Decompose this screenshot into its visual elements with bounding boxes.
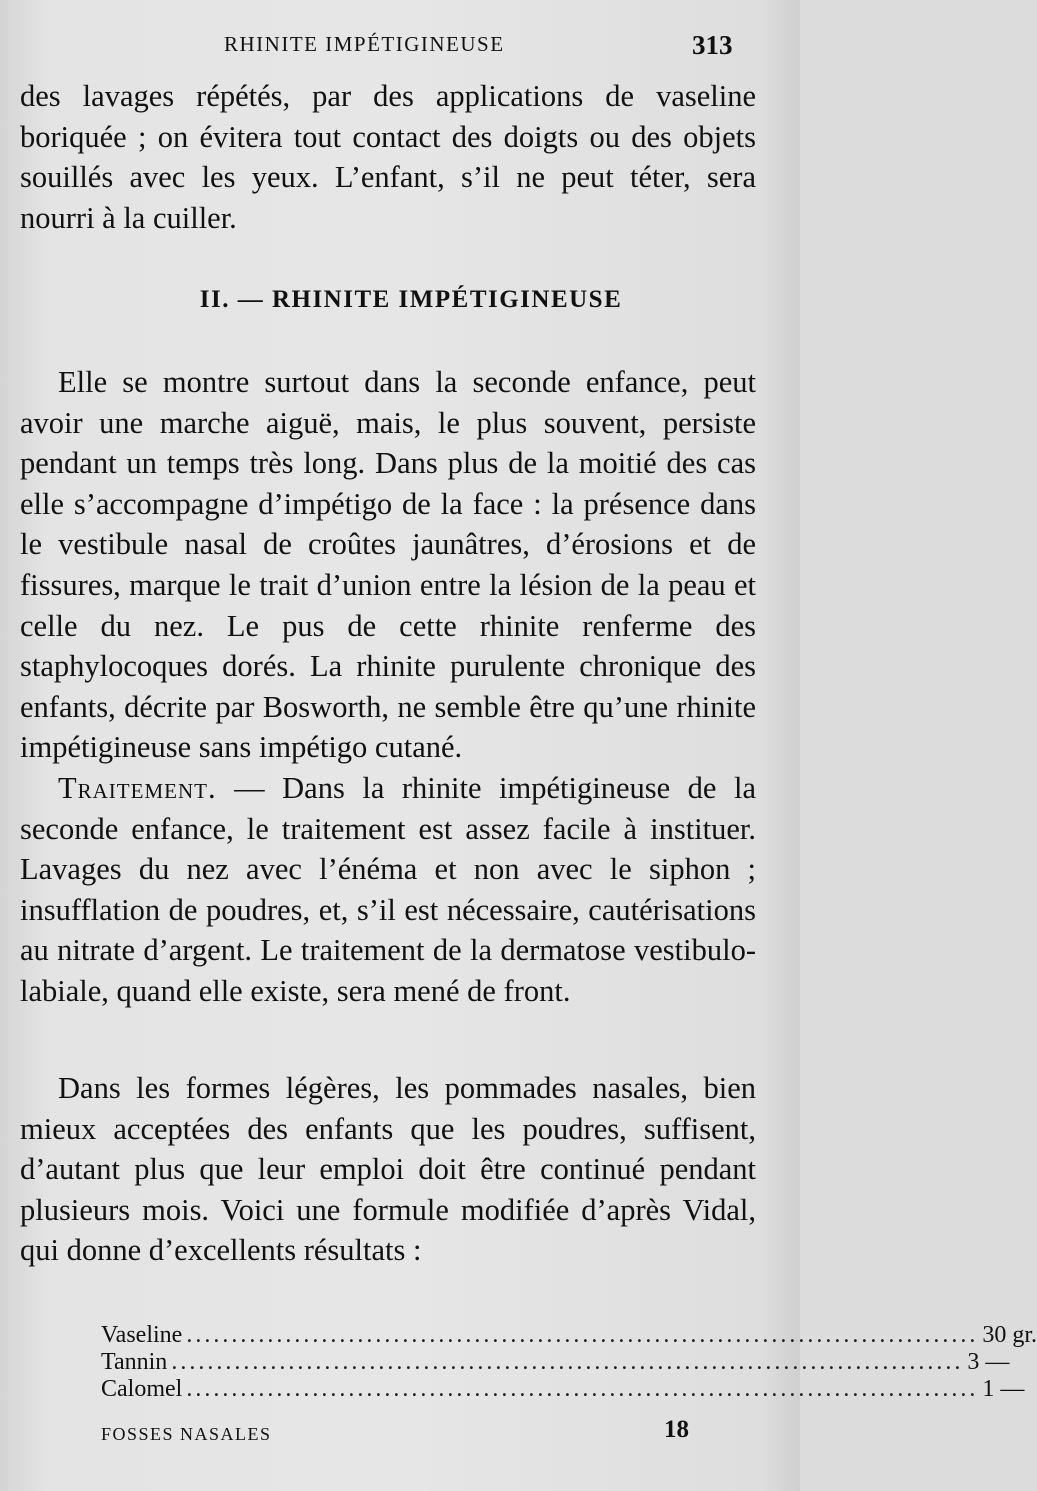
paragraph-description: Elle se montre surtout dans la seconde enfance, peut avoir une marche aiguë, mais, le plus souvent, persiste pendant un temps très long. Dans plus de la moitié des cas elle s’accompagne d’impétigo de la face : la présence dans le vestibule nasal de croûtes jaunâtres, d’érosions et de fissures, marque le trait d’union entre la lésion de la peau et celle du nez. Le pus de cette rhinite renferme des staphylocoques dorés. La rhinite purulente chronique des enfants, décrite par Bosworth, ne semble être qu’une rhinite impétigineuse sans impétigo cutané. bbox=[20, 365, 756, 765]
formula-ingredient: Calomel bbox=[101, 1376, 183, 1402]
page-number: 313 bbox=[692, 30, 733, 60]
running-head bbox=[0, 28, 800, 64]
formula-quantity: 3 — bbox=[967, 1349, 1010, 1375]
signature-title: FOSSES NASALES bbox=[101, 1424, 272, 1444]
paragraph-ointments: Dans les formes légères, les pommades nasales, bien mieux acceptées des enfants que les poudres, suffisent, d’autant plus que leur emploi doit être continué pendant plusieurs mois. Voici une formule modifiée d’après Vidal, qui donne d’excellents résultats : bbox=[20, 1071, 756, 1268]
formula-ingredient: Vaseline bbox=[101, 1322, 183, 1348]
treatment-text: — Dans la rhinite impétigineuse de la seconde enfance, le traitement est assez facile à instituer. Lavages du nez avec l’énéma et non avec le siphon ; insufflation de poudres, et, s’il est nécessaire, cautérisations au nitrate d’argent. Le traitement de la dermatose vestibulo-labiale, quand elle existe, sera mené de front. bbox=[20, 770, 756, 1008]
paragraph-treatment bbox=[20, 768, 756, 1012]
treatment-lead-in: Traitement. bbox=[58, 770, 217, 805]
formula-row bbox=[101, 1376, 1025, 1403]
formula-quantity: 30 gr. bbox=[982, 1322, 1037, 1348]
dot-leader: ........................................................................................ bbox=[171, 1349, 964, 1375]
signature-number: 18 bbox=[664, 1416, 689, 1443]
dot-leader: ........................................................................................ bbox=[186, 1322, 979, 1348]
formula-row bbox=[101, 1322, 1037, 1349]
continuation-paragraph: des lavages répétés, par des applications de vaseline boriquée ; on évitera tout contact des doigts ou des objets souillés avec les yeux. L’enfant, s’il ne peut téter, sera nourri à la cuiller. bbox=[20, 79, 756, 235]
formula-table bbox=[101, 1322, 1037, 1403]
formula-quantity: 1 — bbox=[982, 1376, 1025, 1402]
dot-leader: ........................................................................................ bbox=[186, 1376, 979, 1402]
continuation-block bbox=[20, 76, 756, 238]
section-heading-block bbox=[0, 286, 800, 314]
body-block bbox=[20, 362, 756, 1012]
running-title: RHINITE IMPÉTIGINEUSE bbox=[224, 32, 505, 56]
formula-row bbox=[101, 1349, 1010, 1376]
section-heading: II. — RHINITE IMPÉTIGINEUSE bbox=[199, 286, 623, 313]
ointment-block bbox=[20, 1068, 756, 1271]
page-footer bbox=[0, 1412, 800, 1452]
formula-ingredient: Tannin bbox=[101, 1349, 168, 1375]
